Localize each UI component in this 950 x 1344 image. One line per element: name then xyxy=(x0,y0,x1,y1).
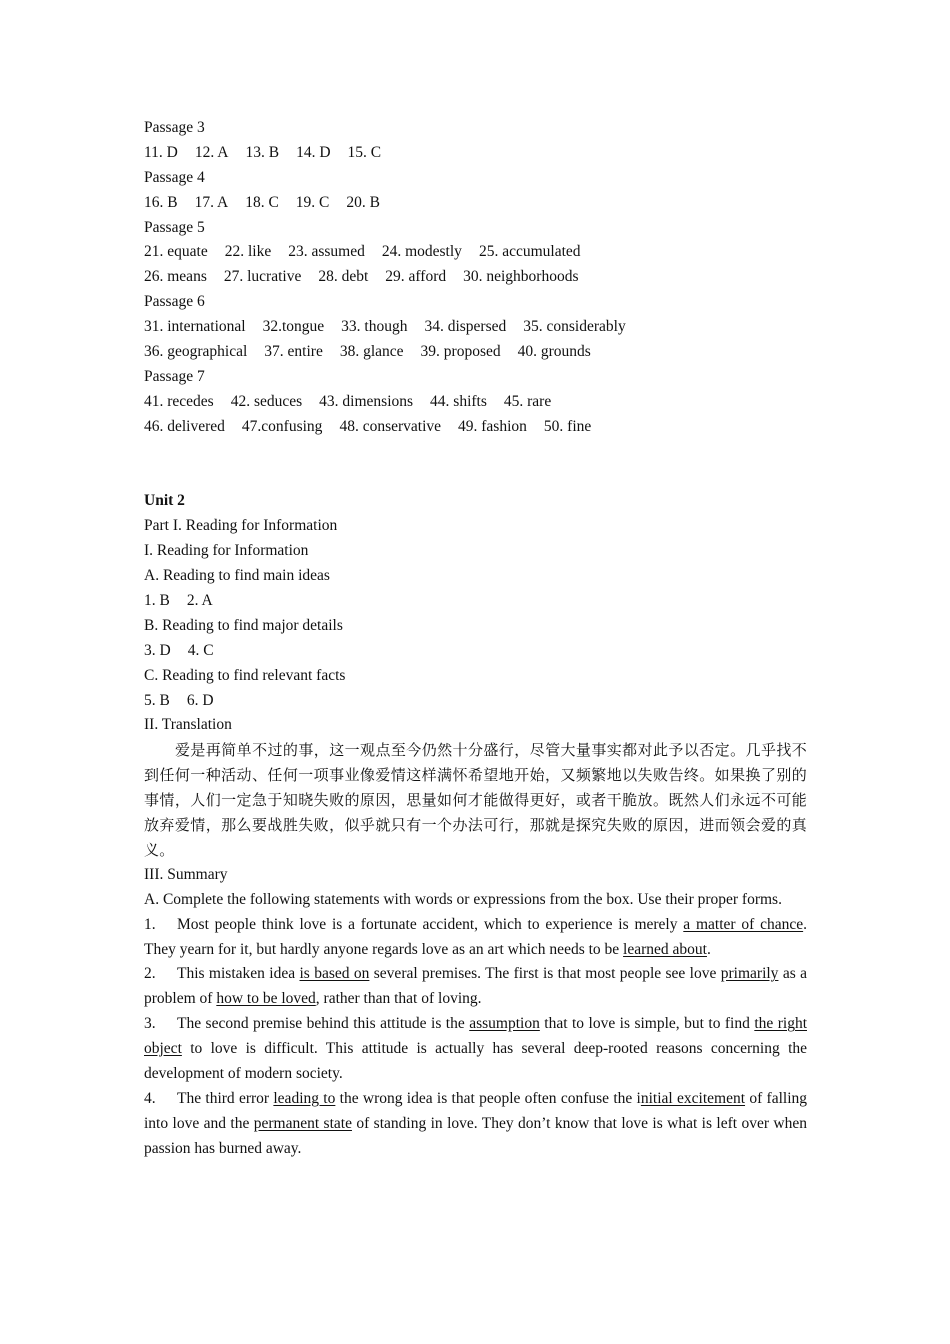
summary-instructions: A. Complete the following statements with words or expressions from the box. Use their proper forms. xyxy=(144,890,782,908)
statement-text: the wrong idea is that people often confuse the i xyxy=(335,1089,641,1107)
statement-text: Most people think love is a fortunate accident, which to experience is merely xyxy=(177,915,684,933)
answer: 11. D xyxy=(144,143,178,161)
answer: 29. afford xyxy=(385,268,447,286)
section-heading-reading: I. Reading for Information xyxy=(144,542,309,560)
answer-blank: leading to xyxy=(273,1089,336,1107)
answer: 15. C xyxy=(347,143,382,161)
item-number: 4. xyxy=(144,1089,156,1107)
answer: 31. international xyxy=(144,318,246,336)
answer-row xyxy=(144,390,807,415)
answer: 18. C xyxy=(245,193,279,211)
part-heading: Part I. Reading for Information xyxy=(144,517,338,535)
summary-item xyxy=(144,1087,807,1162)
answer: 50. fine xyxy=(543,417,592,435)
translation-paragraph: 爱是再简单不过的事，这一观点至今仍然十分盛行，尽管大量事实都对此予以否定。几乎找不到任何一种活动、任何一项事业像爱情这样满怀希望地开始，又频繁地以失败告终。如果换了别的事情，人们一定急于知晓失败的原因，思量如何才能做得更好，或者干脆放。既然人们永远不可能放弃爱情，那么要战胜失败，似乎就只有一个办法可行，那就是探究失败的原因，进而领会爱的真义。 xyxy=(144,741,807,859)
summary-item xyxy=(144,1012,807,1087)
statement-text: The second premise behind this attitude is the xyxy=(177,1015,470,1033)
answer: 33. though xyxy=(341,318,408,336)
answer-blank: a matter of chance xyxy=(683,915,804,933)
answer: 42. seduces xyxy=(230,392,303,410)
answers-relevant-facts xyxy=(144,689,807,714)
answer-blank: permanent state xyxy=(253,1114,352,1132)
subsection-major-details: B. Reading to find major details xyxy=(144,616,343,634)
answer-blank: learned about xyxy=(623,940,707,958)
answer: 46. delivered xyxy=(144,417,225,435)
answer: 21. equate xyxy=(144,243,208,261)
answer: 49. fashion xyxy=(458,417,527,435)
answer: 14. D xyxy=(296,143,331,161)
passage-label: Passage 7 xyxy=(144,367,205,385)
answer: 48. conservative xyxy=(339,417,442,435)
answer: 27. lucrative xyxy=(223,268,302,286)
subsection-main-ideas: A. Reading to find main ideas xyxy=(144,567,330,585)
answer: 22. like xyxy=(224,243,272,261)
answer: 3. D xyxy=(144,641,171,659)
answer: 39. proposed xyxy=(420,343,501,361)
answer: 12. A xyxy=(194,143,229,161)
answer: 25. accumulated xyxy=(478,243,581,261)
answer-blank: the right object xyxy=(144,1015,807,1058)
answer-row xyxy=(144,141,807,166)
answer: 32.tongue xyxy=(262,318,325,336)
unit-title: Unit 2 xyxy=(144,492,185,510)
answer-row xyxy=(144,191,807,216)
answer: 2. A xyxy=(186,591,213,609)
answer-row xyxy=(144,315,807,340)
statement-text: . They yearn for it, but hardly anyone regards love as an art which needs to be xyxy=(144,915,807,958)
answer: 24. modestly xyxy=(381,243,462,261)
section-heading-translation: II. Translation xyxy=(144,716,232,734)
answer: 17. A xyxy=(194,193,229,211)
passage-label: Passage 5 xyxy=(144,218,205,236)
answer-blank: is based on xyxy=(299,965,370,983)
statement-text: This mistaken idea xyxy=(177,965,300,983)
answer-blank: primarily xyxy=(720,965,779,983)
statement-text: . xyxy=(706,940,711,958)
answer-blank: assumption xyxy=(469,1015,540,1033)
item-number: 3. xyxy=(144,1015,156,1033)
subsection-relevant-facts: C. Reading to find relevant facts xyxy=(144,666,346,684)
answer: 47.confusing xyxy=(241,417,323,435)
answer: 38. glance xyxy=(339,343,404,361)
answer: 34. dispersed xyxy=(424,318,507,336)
answer-row xyxy=(144,415,807,440)
statement-text: , rather than that of loving. xyxy=(315,990,482,1008)
statement-text: The third error xyxy=(177,1089,274,1107)
item-number: 1. xyxy=(144,915,156,933)
answer-blank: nitial excitement xyxy=(640,1089,746,1107)
summary-item xyxy=(144,913,807,963)
summary-item xyxy=(144,962,807,1012)
answer-row xyxy=(144,340,807,365)
answer: 37. entire xyxy=(264,343,323,361)
answer: 30. neighborhoods xyxy=(463,268,579,286)
summary-items xyxy=(144,913,807,1162)
answer: 26. means xyxy=(144,268,207,286)
statement-text: of falling into love and the xyxy=(144,1089,807,1132)
answer: 43. dimensions xyxy=(319,392,414,410)
answer: 40. grounds xyxy=(517,343,591,361)
answer: 36. geographical xyxy=(144,343,248,361)
answer: 19. C xyxy=(295,193,330,211)
passage-label: Passage 3 xyxy=(144,119,205,136)
answer-blank: how to be loved xyxy=(216,990,316,1008)
passage-label: Passage 4 xyxy=(144,168,205,186)
answers-main-ideas xyxy=(144,589,807,614)
document-page xyxy=(144,116,807,1162)
answer: 35. considerably xyxy=(523,318,626,336)
answer: 1. B xyxy=(144,591,170,609)
answer-row xyxy=(144,240,807,265)
statement-text: to love is difficult. This attitude is actually has several deep-rooted reasons concerning the development of modern society. xyxy=(144,1040,807,1083)
answer: 44. shifts xyxy=(430,392,487,410)
answer: 20. B xyxy=(346,193,380,211)
passage-label: Passage 6 xyxy=(144,293,205,311)
answer-row xyxy=(144,265,807,290)
answer: 16. B xyxy=(144,193,178,211)
answer: 13. B xyxy=(245,143,280,161)
item-number: 2. xyxy=(144,965,156,983)
statement-text: of standing in love. They don’t know that love is what is left over when passion has burned away. xyxy=(144,1114,807,1157)
answer: 28. debt xyxy=(318,268,369,286)
answer: 41. recedes xyxy=(144,392,214,410)
section-heading-summary: III. Summary xyxy=(144,865,228,883)
statement-text: as a problem of xyxy=(144,965,807,1008)
answers-major-details xyxy=(144,639,807,664)
answer: 45. rare xyxy=(503,392,552,410)
passage-answers xyxy=(144,116,807,440)
answer: 6. D xyxy=(186,691,214,709)
statement-text: that to love is simple, but to find xyxy=(539,1015,755,1033)
answer: 4. C xyxy=(187,641,214,659)
statement-text: several premises. The first is that most people see love xyxy=(369,965,721,983)
answer: 5. B xyxy=(144,691,170,709)
answer: 23. assumed xyxy=(288,243,365,261)
